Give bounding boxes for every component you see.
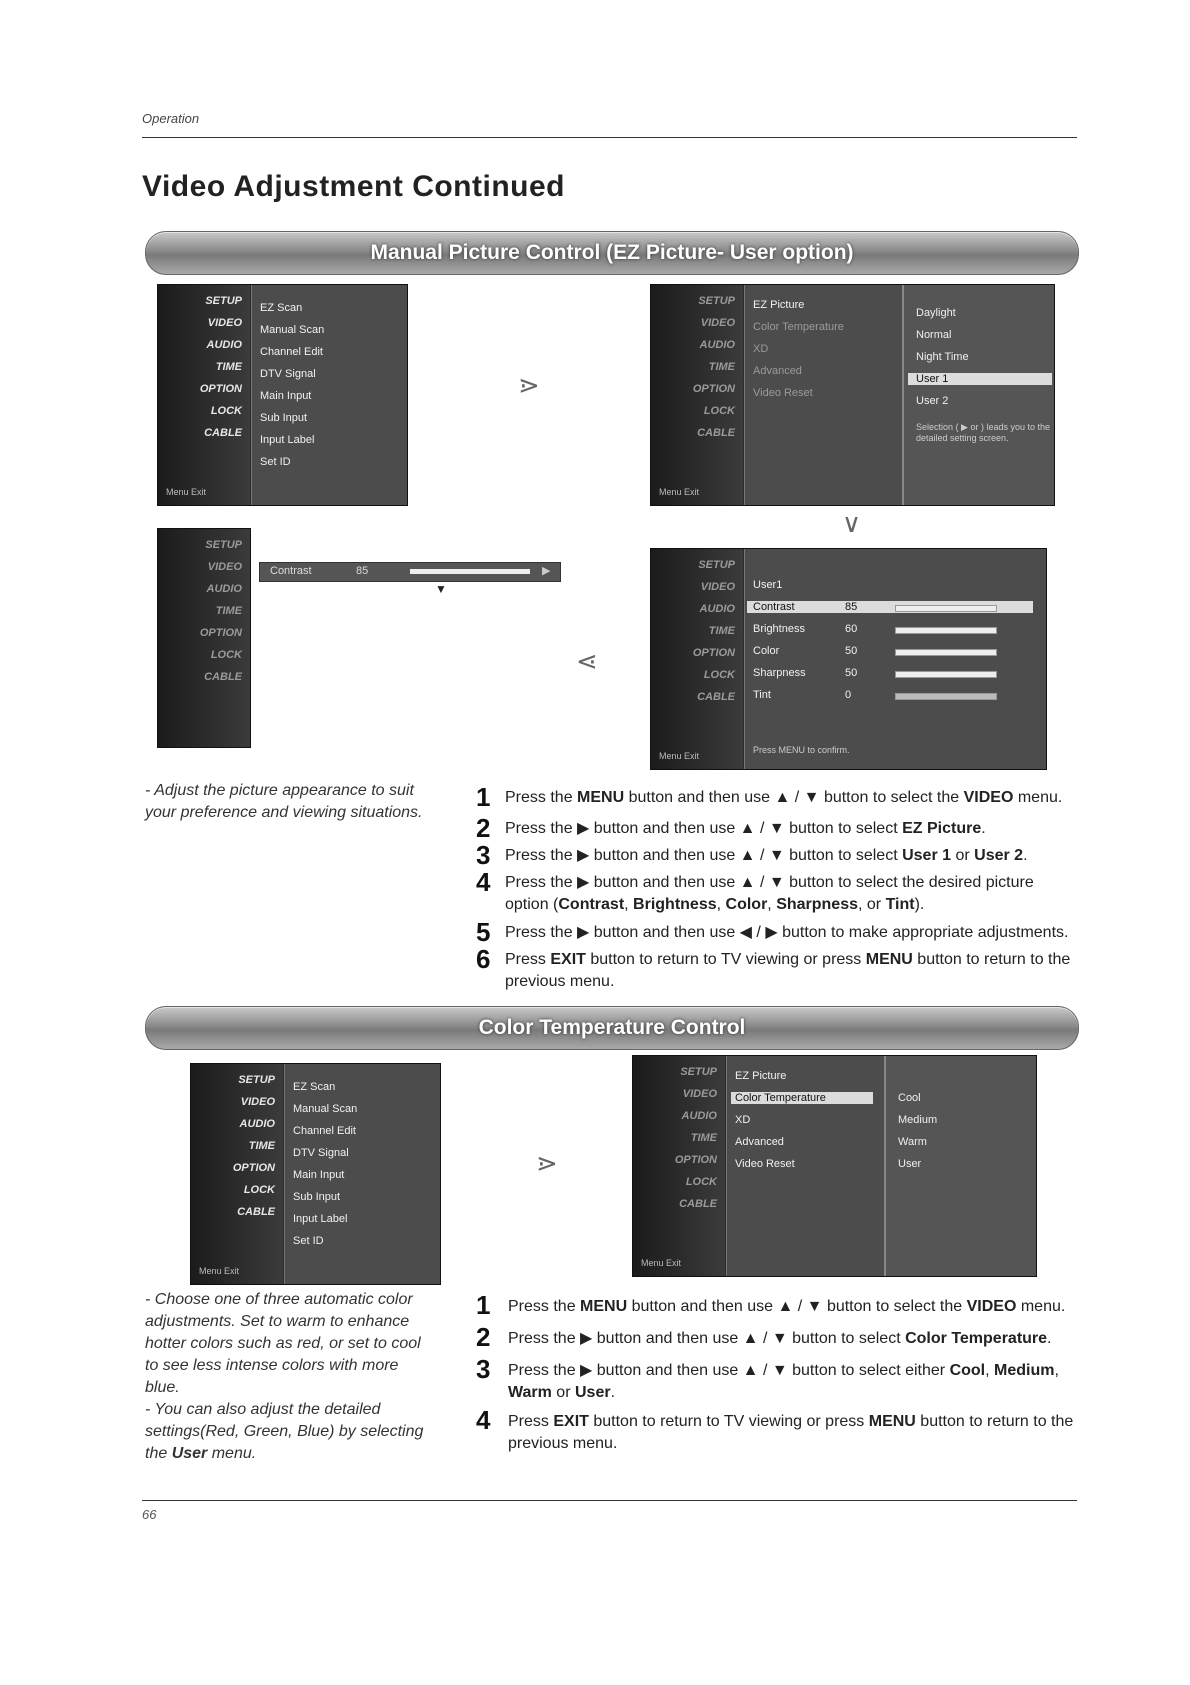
osd-color-temperature-menu: SETUP VIDEO AUDIO TIME OPTION LOCK CABLE EZ Picture Color Temperature XD Advanced Video Reset Cool Medium Warm User Menu Exit [632,1055,1037,1277]
osd-option-user1-selected: User 1 [908,373,1052,385]
osd-video-panel: EZ Picture Color Temperature XD Advanced Video Reset [744,285,902,505]
osd-sidebar: SETUP VIDEO AUDIO TIME OPTION LOCK CABLE [651,285,743,505]
arrow-right-2: ⋗ [536,1148,558,1178]
brightness-bar [895,627,997,634]
section-band-manual-picture: Manual Picture Control (EZ Picture- User option) [145,231,1079,275]
osd-sidebar: SETUP VIDEO AUDIO TIME OPTION LOCK CABLE [158,285,250,505]
arrow-right-1: ⋗ [518,370,540,400]
contrast-pointer-icon: ▼ [435,582,447,596]
section-band-color-temperature: Color Temperature Control [145,1006,1079,1050]
tint-bar [895,693,997,700]
osd-user1-panel: User1 Contrast 85 Brightness 60 Color 50 Sharpness 50 Tint 0 Press MENU to confirm. [744,549,1047,769]
osd-ez-picture-options: Daylight Normal Night Time User 1 User 2 Selection ( ▶ or ) leads you to the detailed setting screen. [902,285,1055,505]
osd-items-panel: EZ Scan Manual Scan Channel Edit DTV Signal Main Input Sub Input Input Label Set ID [251,285,408,505]
section1-note: - Adjust the picture appearance to suit your preference and viewing situations. [145,782,423,821]
sharpness-bar [895,671,997,678]
osd-ez-picture-menu: SETUP VIDEO AUDIO TIME OPTION LOCK CABLE EZ Picture Color Temperature XD Advanced Video Reset Daylight Normal Night Time User 1 User 2 Selection ( ▶ or ) leads you to the detailed setting screen. Menu Exit [650,284,1055,506]
arrow-left: ⋖ [576,646,598,676]
osd-setup-menu-2: SETUP VIDEO AUDIO TIME OPTION LOCK CABLE EZ Scan Manual Scan Channel Edit DTV Signal Main Input Sub Input Input Label Set ID Menu Exit [190,1063,441,1285]
osd-color-temperature-selected: Color Temperature [731,1092,873,1104]
header-rule [142,137,1077,138]
arrow-down: ∨ [842,508,862,538]
color-bar [895,649,997,656]
osd-user1-menu: SETUP VIDEO AUDIO TIME OPTION LOCK CABLE User1 Contrast 85 Brightness 60 Color 50 Sharpness 50 Tint 0 Press MENU to confirm. Menu Exit [650,548,1047,770]
osd-setup-menu: SETUP VIDEO AUDIO TIME OPTION LOCK CABLE EZ Scan Manual Scan Channel Edit DTV Signal Main Input Sub Input Input Label Set ID Menu Exit [157,284,408,506]
footer-rule [142,1500,1077,1501]
contrast-slider [410,569,530,574]
section2-note: - Choose one of three automatic color adjustments. Set to warm to enhance hotter colors such as red, or set to cool to see less intense colors with more blue. - You can also adjust the detailed settings(Red, Green, Blue) by selecting the User menu. [145,1291,424,1462]
page-title: Video Adjustment Continued [142,170,565,203]
osd-contrast-bar: Contrast 85 ▶ [259,562,561,582]
page-number: 66 [142,1507,157,1522]
running-header: Operation [142,111,200,126]
osd-sidebar-contrast: SETUP VIDEO AUDIO TIME OPTION LOCK CABLE [157,528,251,748]
contrast-bar [895,605,997,612]
